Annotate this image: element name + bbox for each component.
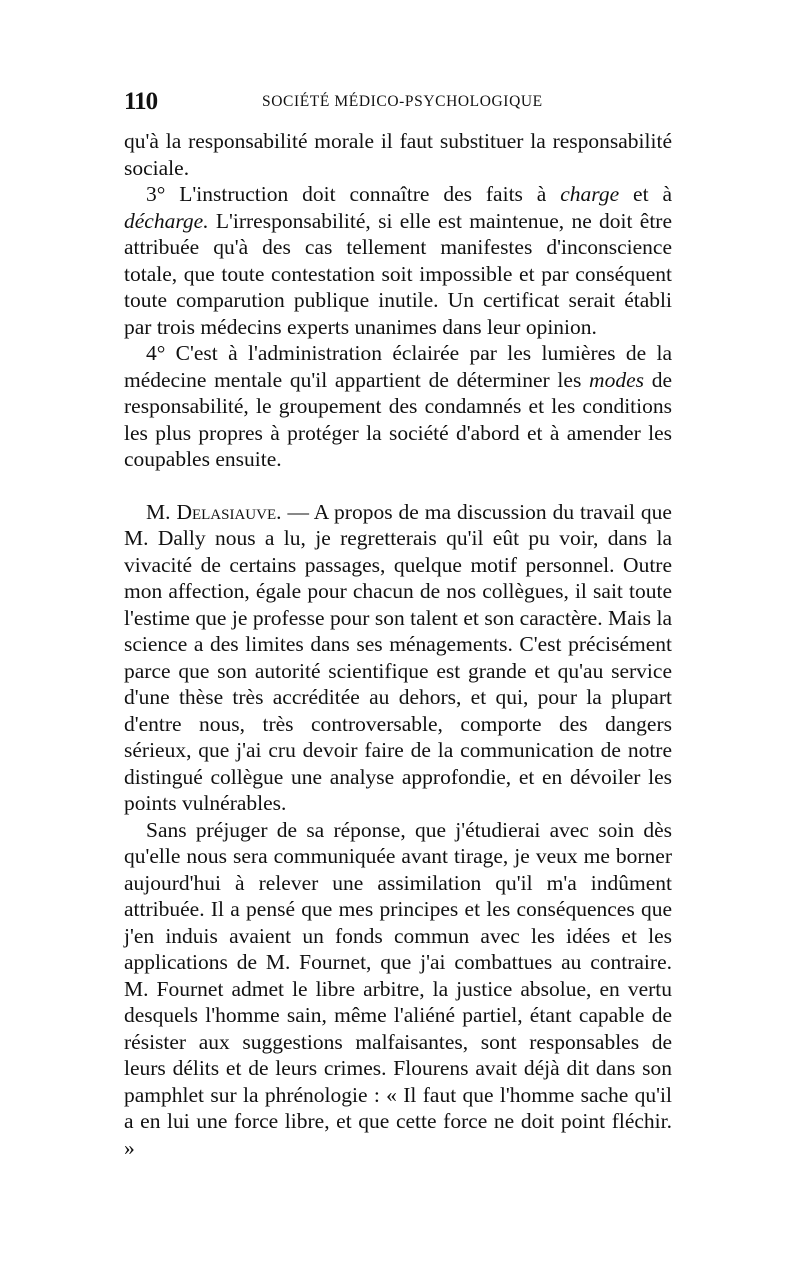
paragraph-point-4 (124, 340, 672, 473)
running-title: SOCIÉTÉ MÉDICO-PSYCHOLOGIQUE (262, 93, 543, 110)
paragraph-text: — A propos de ma discussion du travail que M. Dally nous a lu, je regretterais qu'il eût pu voir, dans la vivacité de certains passages, quelque motif personnel. Outre mon affection, égale pour chacun de nos collègues, il sait toute l'estime que je professe pour son talent et son caractère. Mais la science a des limites dans ses ménagements. C'est précisément parce que son autorité scientifique est grande et qu'au service d'une thèse très accréditée au dehors, et qui, pour la plupart d'entre nous, très controversable, comporte des dangers sérieux, que j'ai cru devoir faire de la communication de notre distingué collègue une analyse approfondie, et en dévoiler les points vulnérables. (124, 499, 672, 815)
paragraph-text: de responsabilité, le groupement des condamnés et les conditions les plus propres à protéger la société d'abord et à amender les coupables ensuite. (124, 367, 672, 471)
paragraph-text: 4° C'est à l'administration éclairée par les lumières de la médecine mentale qu'il appartient de déterminer les (124, 341, 672, 392)
paragraph-text: Sans préjuger de sa réponse, que j'étudierai avec soin dès qu'elle nous sera communiquée avant tirage, je veux me borner aujourd'hui à relever une assimilation qu'il m'a indûment attribuée. Il a pensé que mes principes et les conséquences que j'en induis avaient un fonds commun avec les idées et les applications de M. Fournet, que j'ai combattues au contraire. M. Fournet admet le libre arbitre, la justice absolue, en vertu desquels l'homme sain, même l'aliéné partiel, étant capable de résister aux suggestions malfaisantes, sont responsables de leurs délits et de leurs crimes. Flourens avait déjà dit dans son pamphlet sur la phrénologie : « Il faut que l'homme sache qu'il a en lui une force libre, et que cette force ne doit point fléchir. » (124, 817, 672, 1160)
page-number: 110 (124, 88, 158, 115)
paragraph-text: et à (619, 182, 673, 206)
paragraph-text: L'irresponsabilité, si elle est maintenue, ne doit être attribuée qu'à des cas tellement manifestes d'inconscience totale, que toute contestation soit impossible et par conséquent toute comparution publique inutile. Un certificat serait établi par trois médecins experts unanimes dans leur opinion. (124, 208, 672, 339)
body-text (124, 128, 672, 1161)
emphasis-modes: modes (589, 367, 644, 392)
emphasis-decharge: décharge. (124, 208, 209, 233)
paragraph-delasiauve (124, 499, 672, 817)
paragraph-point-3 (124, 181, 672, 340)
page-header (124, 88, 672, 118)
paragraph-continuation (124, 128, 672, 181)
paragraph-text: qu'à la responsabilité morale il faut substituer la responsabilité sociale. (124, 129, 672, 180)
speaker-name: M. Delasiauve. (146, 499, 282, 524)
emphasis-charge: charge (560, 182, 620, 206)
paragraph-text: 3° L'instruction doit connaître des faits à (146, 182, 561, 206)
paragraph-sans-prejuger (124, 817, 672, 1162)
